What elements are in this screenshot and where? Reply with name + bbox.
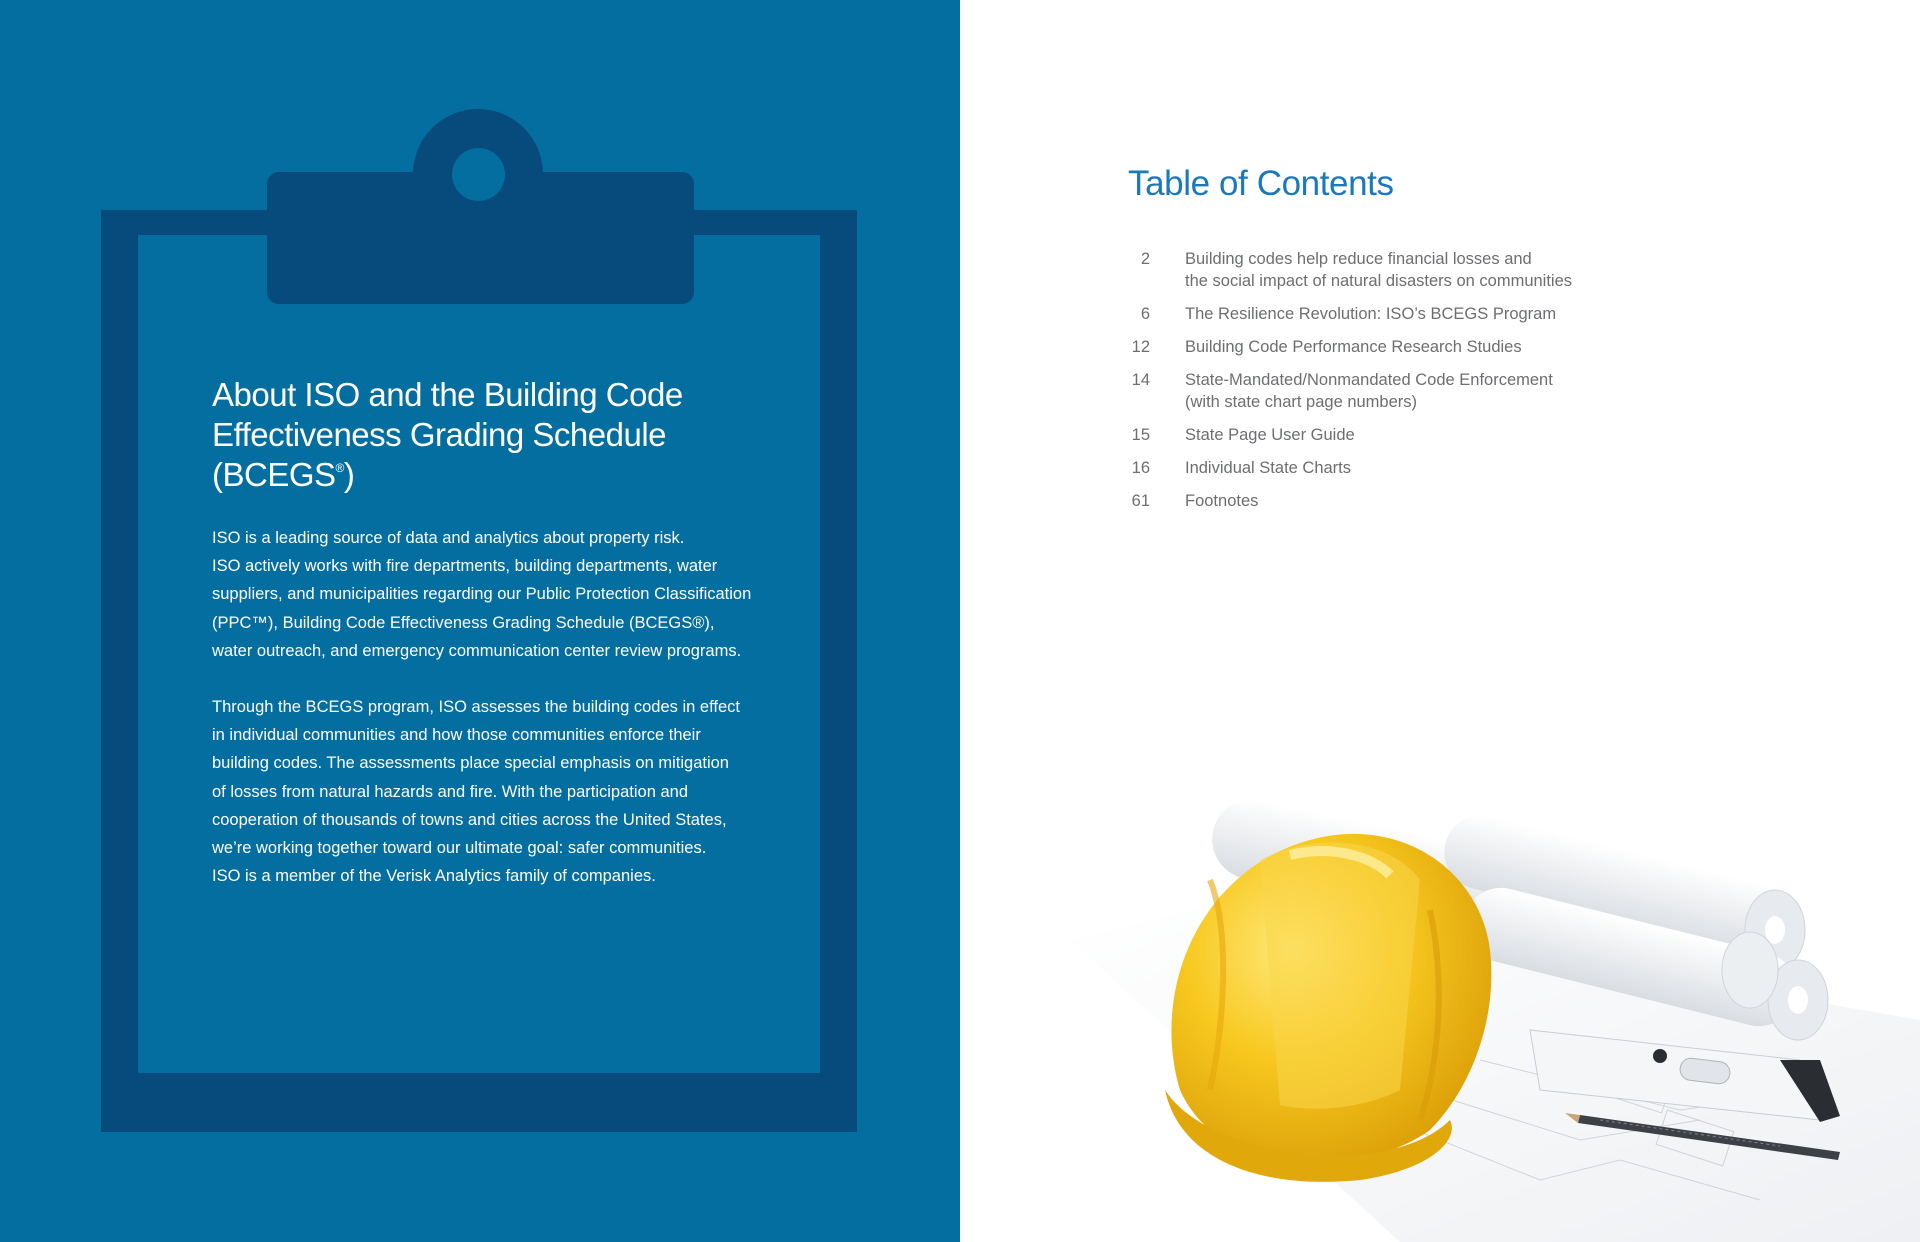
about-p2-line: cooperation of thousands of towns and cities across the United States,: [212, 810, 727, 829]
toc-entry-line: State Page User Guide: [1185, 426, 1355, 444]
about-title-bcegs: (BCEGS: [212, 456, 336, 493]
about-p2-line: ISO is a member of the Verisk Analytics family of companies.: [212, 867, 656, 886]
about-p2-line: of losses from natural hazards and fire. With the participation and: [212, 782, 688, 801]
toc-page-number: 2: [1140, 250, 1150, 268]
about-p1-line: ISO actively works with fire departments, building departments, water: [212, 557, 718, 576]
toc-page-number: 16: [1131, 459, 1150, 477]
hard-hat-blueprints-illustration: [1060, 760, 1920, 1242]
toc-entry-line: the social impact of natural disasters on communities: [1185, 272, 1573, 290]
toc-page-number: 12: [1131, 338, 1150, 356]
toc-item[interactable]: [1128, 369, 1688, 413]
hard-hat: [1165, 834, 1491, 1182]
toc-entry-title: [1185, 303, 1556, 325]
about-title-line-1: About ISO and the Building Code: [212, 376, 683, 413]
about-paragraph-1: [212, 524, 792, 665]
about-p1-line: suppliers, and municipalities regarding our Public Protection Classification: [212, 585, 752, 604]
about-p2-line: in individual communities and how those communities enforce their: [212, 726, 701, 745]
toc-item[interactable]: [1128, 248, 1688, 292]
toc-title: Table of Contents: [1128, 164, 1394, 203]
about-title-line-2: Effectiveness Grading Schedule: [212, 416, 667, 453]
toc-entry-line: Footnotes: [1185, 492, 1259, 510]
toc-page-number: 15: [1131, 426, 1150, 444]
toc-entry-line: Individual State Charts: [1185, 459, 1352, 477]
toc-page-number: 6: [1140, 305, 1150, 323]
toc-entry-line: The Resilience Revolution: ISO’s BCEGS Program: [1185, 305, 1557, 323]
about-p2-line: building codes. The assessments place special emphasis on mitigation: [212, 754, 729, 773]
toc-entry-title: [1185, 248, 1572, 292]
toc-entry-title: [1185, 369, 1553, 413]
toc-item[interactable]: [1128, 424, 1688, 446]
toc-entry-title: [1185, 424, 1355, 446]
about-p1-line: (PPC™), Building Code Effectiveness Grading Schedule (BCEGS®),: [212, 613, 715, 632]
toc-item[interactable]: [1128, 457, 1688, 479]
toc-entry-line: Building Code Performance Research Studies: [1185, 338, 1522, 356]
about-title-line-3: [212, 455, 772, 495]
about-body: [212, 524, 792, 918]
toc-entry-line: (with state chart page numbers): [1185, 393, 1418, 411]
toc-entry-title: [1185, 336, 1522, 358]
about-p1-line: water outreach, and emergency communication center review programs.: [212, 641, 742, 660]
clipboard-clip-hole: [452, 148, 505, 201]
toc-entry-title: [1185, 490, 1258, 512]
about-title: [212, 375, 772, 495]
toc-entry-line: State-Mandated/Nonmandated Code Enforcement: [1185, 371, 1553, 389]
registered-mark: ®: [335, 461, 344, 475]
about-title-close: ): [343, 456, 355, 493]
toc-entry-title: [1185, 457, 1351, 479]
about-p2-line: Through the BCEGS program, ISO assesses the building codes in effect: [212, 698, 740, 717]
toc-item[interactable]: [1128, 303, 1688, 325]
toc-page-number: 61: [1131, 492, 1150, 510]
about-paragraph-2: [212, 693, 792, 890]
about-p1-line: ISO is a leading source of data and analytics about property risk.: [212, 529, 685, 547]
about-p2-line: we’re working together toward our ultimate goal: safer communities.: [212, 839, 707, 858]
toc-item[interactable]: [1128, 336, 1688, 358]
toc-item[interactable]: [1128, 490, 1688, 512]
toc-page-number: 14: [1131, 371, 1150, 389]
toc-entry-line: Building codes help reduce financial losses and: [1185, 250, 1532, 268]
toc-list: [1128, 248, 1688, 523]
